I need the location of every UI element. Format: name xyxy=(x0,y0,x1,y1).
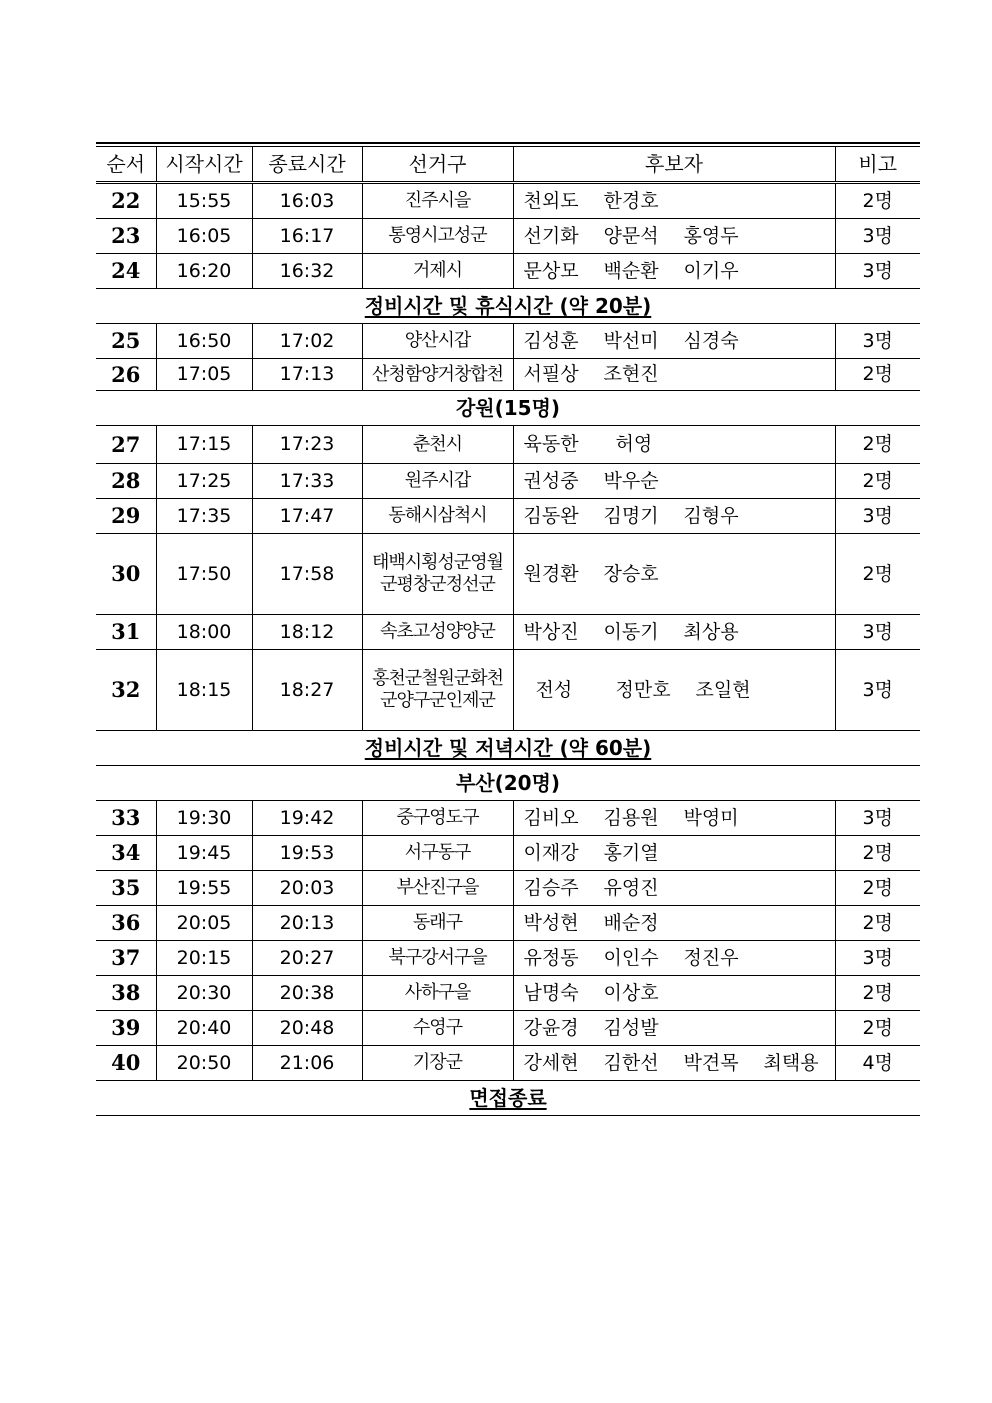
candidates-cell xyxy=(513,183,835,219)
end-time-cell: 19:42 xyxy=(252,801,362,836)
start-time-cell: 19:55 xyxy=(156,871,252,906)
candidate-name: 장승호 xyxy=(603,562,659,585)
end-time-cell: 17:23 xyxy=(252,426,362,464)
start-time-cell: 20:15 xyxy=(156,941,252,976)
district-cell: 진주시을 xyxy=(362,183,513,219)
break-section-row xyxy=(96,731,920,766)
note-cell: 2명 xyxy=(835,1011,920,1046)
break-section xyxy=(96,731,920,766)
note-cell: 2명 xyxy=(835,871,920,906)
end-time-cell: 17:47 xyxy=(252,499,362,534)
district-cell: 거제시 xyxy=(362,254,513,289)
note-cell: 2명 xyxy=(835,906,920,941)
candidate-name: 천외도 xyxy=(523,189,579,212)
note-cell: 2명 xyxy=(835,426,920,464)
end-time-cell: 20:27 xyxy=(252,941,362,976)
start-time-cell: 18:15 xyxy=(156,650,252,731)
note-cell: 3명 xyxy=(835,254,920,289)
candidate-name: 이재강 xyxy=(523,841,579,864)
table-row xyxy=(96,615,920,650)
note-cell: 2명 xyxy=(835,359,920,391)
table-row xyxy=(96,359,920,391)
table-row xyxy=(96,836,920,871)
region-section-row xyxy=(96,766,920,801)
district-cell: 중구영도구 xyxy=(362,801,513,836)
candidate-name: 원경환 xyxy=(523,562,579,585)
district-cell: 기장군 xyxy=(362,1046,513,1081)
candidate-name: 한경호 xyxy=(603,189,659,212)
region-section-row xyxy=(96,391,920,426)
table-row xyxy=(96,464,920,499)
table-row xyxy=(96,426,920,464)
district-cell: 부산진구을 xyxy=(362,871,513,906)
end-time-cell: 21:06 xyxy=(252,1046,362,1081)
table-row xyxy=(96,534,920,615)
order-cell: 29 xyxy=(96,499,156,534)
order-cell: 27 xyxy=(96,426,156,464)
region-section-text: 부산(20명) xyxy=(455,771,561,795)
order-cell: 26 xyxy=(96,359,156,391)
start-time-cell: 19:45 xyxy=(156,836,252,871)
note-cell: 3명 xyxy=(835,219,920,254)
table-row xyxy=(96,650,920,731)
district-line: 군양구군인제군 xyxy=(380,690,495,711)
candidate-name: 전성 xyxy=(535,678,573,701)
break-section-row xyxy=(96,289,920,324)
note-cell: 3명 xyxy=(835,941,920,976)
order-cell: 33 xyxy=(96,801,156,836)
candidate-name: 홍기열 xyxy=(603,841,659,864)
order-cell: 37 xyxy=(96,941,156,976)
district-cell: 동해시삼척시 xyxy=(362,499,513,534)
end-section-row xyxy=(96,1081,920,1116)
candidate-name: 김성훈 xyxy=(523,329,579,352)
table-row xyxy=(96,499,920,534)
candidate-name: 이동기 xyxy=(603,620,659,643)
end-time-cell: 16:03 xyxy=(252,183,362,219)
note-cell: 2명 xyxy=(835,464,920,499)
start-time-cell: 16:20 xyxy=(156,254,252,289)
header-order: 순서 xyxy=(96,147,156,183)
district-line: 군평창군정선군 xyxy=(380,574,495,595)
district-cell: 속초고성양양군 xyxy=(362,615,513,650)
district-cell: 동래구 xyxy=(362,906,513,941)
candidate-name: 김용원 xyxy=(603,806,659,829)
candidates-cell xyxy=(513,359,835,391)
candidate-name: 김성발 xyxy=(603,1016,659,1039)
end-time-cell: 18:12 xyxy=(252,615,362,650)
order-cell: 40 xyxy=(96,1046,156,1081)
candidate-name: 심경숙 xyxy=(683,329,739,352)
note-cell: 3명 xyxy=(835,650,920,731)
candidates-cell xyxy=(513,1046,835,1081)
table-row xyxy=(96,906,920,941)
candidates-cell xyxy=(513,941,835,976)
end-time-cell: 16:17 xyxy=(252,219,362,254)
start-time-cell: 18:00 xyxy=(156,615,252,650)
candidate-name: 정진우 xyxy=(683,946,739,969)
header-end-time: 종료시간 xyxy=(252,147,362,183)
candidates-cell xyxy=(513,976,835,1011)
candidate-name: 이상호 xyxy=(603,981,659,1004)
candidate-name: 박성현 xyxy=(523,911,579,934)
candidates-cell xyxy=(513,426,835,464)
order-cell: 23 xyxy=(96,219,156,254)
candidates-cell xyxy=(513,615,835,650)
table-row xyxy=(96,1011,920,1046)
start-time-cell: 20:40 xyxy=(156,1011,252,1046)
start-time-cell: 16:50 xyxy=(156,324,252,359)
candidates-cell xyxy=(513,499,835,534)
note-cell: 2명 xyxy=(835,836,920,871)
end-time-cell: 16:32 xyxy=(252,254,362,289)
district-cell: 양산시갑 xyxy=(362,324,513,359)
header-district: 선거구 xyxy=(362,147,513,183)
candidate-name: 양문석 xyxy=(603,224,659,247)
end-time-cell: 20:48 xyxy=(252,1011,362,1046)
end-section xyxy=(96,1081,920,1116)
break-section xyxy=(96,289,920,324)
candidates-cell xyxy=(513,650,835,731)
candidates-cell xyxy=(513,836,835,871)
candidate-name: 김동완 xyxy=(523,504,579,527)
candidate-name: 유영진 xyxy=(603,876,659,899)
candidates-cell xyxy=(513,534,835,615)
table-row xyxy=(96,976,920,1011)
district-cell: 수영구 xyxy=(362,1011,513,1046)
region-section xyxy=(96,766,920,801)
candidate-name: 선기화 xyxy=(523,224,579,247)
candidate-name: 이인수 xyxy=(603,946,659,969)
candidate-name: 김비오 xyxy=(523,806,579,829)
note-cell: 3명 xyxy=(835,801,920,836)
candidate-name: 강윤경 xyxy=(523,1016,579,1039)
district-cell: 원주시갑 xyxy=(362,464,513,499)
district-cell: 사하구을 xyxy=(362,976,513,1011)
candidate-name: 박우순 xyxy=(603,469,659,492)
order-cell: 39 xyxy=(96,1011,156,1046)
break-section-text: 정비시간 및 휴식시간 (약 20분) xyxy=(364,294,652,318)
candidate-name: 김명기 xyxy=(603,504,659,527)
candidates-cell xyxy=(513,219,835,254)
candidates-cell xyxy=(513,464,835,499)
order-cell: 24 xyxy=(96,254,156,289)
header-note: 비고 xyxy=(835,147,920,183)
note-cell: 3명 xyxy=(835,324,920,359)
order-cell: 32 xyxy=(96,650,156,731)
start-time-cell: 17:25 xyxy=(156,464,252,499)
order-cell: 36 xyxy=(96,906,156,941)
candidates-cell xyxy=(513,1011,835,1046)
candidates-cell xyxy=(513,254,835,289)
note-cell: 2명 xyxy=(835,534,920,615)
start-time-cell: 16:05 xyxy=(156,219,252,254)
end-time-cell: 19:53 xyxy=(252,836,362,871)
candidates-cell xyxy=(513,871,835,906)
candidate-name: 조일현 xyxy=(695,678,751,701)
candidate-name: 육동한 xyxy=(523,433,579,456)
end-time-cell: 17:13 xyxy=(252,359,362,391)
candidate-name: 조현진 xyxy=(603,363,659,386)
end-time-cell: 17:02 xyxy=(252,324,362,359)
start-time-cell: 17:05 xyxy=(156,359,252,391)
table-row xyxy=(96,254,920,289)
candidate-name: 박선미 xyxy=(603,329,659,352)
table-row xyxy=(96,941,920,976)
table-row xyxy=(96,801,920,836)
order-cell: 25 xyxy=(96,324,156,359)
candidate-name: 이기우 xyxy=(683,259,739,282)
candidate-name: 남명숙 xyxy=(523,981,579,1004)
start-time-cell: 15:55 xyxy=(156,183,252,219)
candidate-name: 백순환 xyxy=(603,259,659,282)
candidate-name: 권성중 xyxy=(523,469,579,492)
candidate-name: 최택용 xyxy=(763,1051,819,1074)
start-time-cell: 20:30 xyxy=(156,976,252,1011)
district-cell xyxy=(362,650,513,731)
note-cell: 2명 xyxy=(835,183,920,219)
district-cell: 통영시고성군 xyxy=(362,219,513,254)
schedule-document xyxy=(96,142,920,1116)
candidate-name: 박상진 xyxy=(523,620,579,643)
table-row xyxy=(96,219,920,254)
candidate-name: 문상모 xyxy=(523,259,579,282)
header-row xyxy=(96,147,920,183)
candidates-cell xyxy=(513,324,835,359)
candidate-name: 김형우 xyxy=(683,504,739,527)
district-line: 홍천군철원군화천 xyxy=(371,668,504,690)
candidate-name: 홍영두 xyxy=(683,224,739,247)
candidate-name: 김승주 xyxy=(523,876,579,899)
start-time-cell: 19:30 xyxy=(156,801,252,836)
district-cell: 북구강서구을 xyxy=(362,941,513,976)
table-row xyxy=(96,324,920,359)
candidate-name: 서필상 xyxy=(523,363,579,386)
interview-schedule-table xyxy=(96,146,920,1116)
candidate-name: 허영 xyxy=(615,433,653,456)
candidate-name: 최상용 xyxy=(683,620,739,643)
order-cell: 34 xyxy=(96,836,156,871)
order-cell: 22 xyxy=(96,183,156,219)
district-cell: 춘천시 xyxy=(362,426,513,464)
start-time-cell: 17:50 xyxy=(156,534,252,615)
table-row xyxy=(96,871,920,906)
region-section-text: 강원(15명) xyxy=(455,396,561,420)
end-time-cell: 20:38 xyxy=(252,976,362,1011)
end-time-cell: 20:03 xyxy=(252,871,362,906)
order-cell: 30 xyxy=(96,534,156,615)
order-cell: 35 xyxy=(96,871,156,906)
note-cell: 4명 xyxy=(835,1046,920,1081)
region-section xyxy=(96,391,920,426)
header-candidates: 후보자 xyxy=(513,147,835,183)
start-time-cell: 17:35 xyxy=(156,499,252,534)
end-section-text: 면접종료 xyxy=(469,1086,547,1110)
order-cell: 31 xyxy=(96,615,156,650)
end-time-cell: 17:58 xyxy=(252,534,362,615)
note-cell: 3명 xyxy=(835,615,920,650)
district-cell: 산청함양거창합천 xyxy=(362,359,513,391)
candidate-name: 강세현 xyxy=(523,1051,579,1074)
candidate-name: 유정동 xyxy=(523,946,579,969)
table-row xyxy=(96,1046,920,1081)
order-cell: 28 xyxy=(96,464,156,499)
candidate-name: 박견목 xyxy=(683,1051,739,1074)
table-body xyxy=(96,183,920,1116)
header-start-time: 시작시간 xyxy=(156,147,252,183)
district-cell: 서구동구 xyxy=(362,836,513,871)
note-cell: 3명 xyxy=(835,499,920,534)
candidate-name: 박영미 xyxy=(683,806,739,829)
start-time-cell: 20:50 xyxy=(156,1046,252,1081)
candidate-name: 김한선 xyxy=(603,1051,659,1074)
start-time-cell: 17:15 xyxy=(156,426,252,464)
note-cell: 2명 xyxy=(835,976,920,1011)
top-rule xyxy=(96,142,920,144)
order-cell: 38 xyxy=(96,976,156,1011)
candidate-name: 정만호 xyxy=(615,678,671,701)
candidates-cell xyxy=(513,801,835,836)
table-row xyxy=(96,183,920,219)
start-time-cell: 20:05 xyxy=(156,906,252,941)
district-line: 태백시횡성군영월 xyxy=(371,552,504,574)
end-time-cell: 18:27 xyxy=(252,650,362,731)
candidates-cell xyxy=(513,906,835,941)
candidate-name: 배순정 xyxy=(603,911,659,934)
district-cell xyxy=(362,534,513,615)
end-time-cell: 20:13 xyxy=(252,906,362,941)
break-section-text: 정비시간 및 저녁시간 (약 60분) xyxy=(364,736,652,760)
end-time-cell: 17:33 xyxy=(252,464,362,499)
